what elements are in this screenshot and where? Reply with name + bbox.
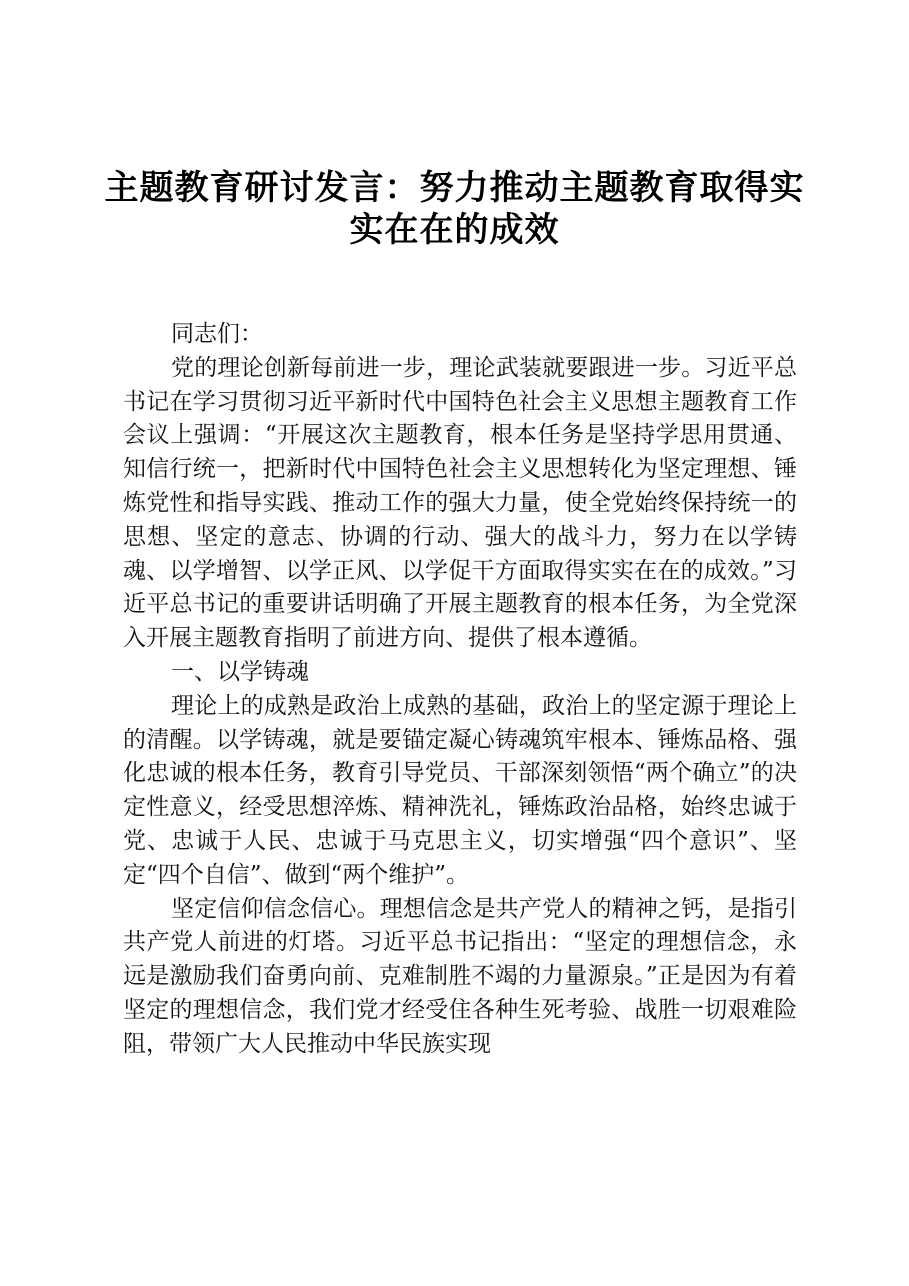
salutation: 同志们：: [171, 321, 263, 347]
body-paragraph: 坚定信仰信念信心。理想信念是共产党人的精神之钙，是指引共产党人前进的灯塔。习近平总书记指出：“坚定的理想信念，永远是激励我们奋勇向前、克难制胜不竭的力量源泉。”正是因为有着坚定的理想信念，我们党才经受住各种生死考验、战胜一切艰难险阻，带领广大人民推动中华民族实现: [123, 895, 797, 1057]
document-title-line-1: 主题教育研讨发言：努力推动主题教育取得实: [104, 168, 805, 208]
body-paragraph: 理论上的成熟是政治上成熟的基础，政治上的坚定源于理论上的清醒。以学铸魂，就是要锚定凝心铸魂筑牢根本、锤炼品格、强化忠诚的根本任务，教育引导党员、干部深刻领悟“两个确立”的决定性意义，经受思想淬炼、精神洗礼，锤炼政治品格，始终忠诚于党、忠诚于人民、忠诚于马克思主义，切实增强“四个意识”、坚定“四个自信”、做到“两个维护”。: [123, 692, 797, 888]
document-body: [123, 318, 797, 1062]
document-title-line-2: 实在在的成效: [349, 210, 560, 250]
section-heading: 一、以学铸魂: [171, 658, 309, 685]
body-paragraph: 党的理论创新每前进一步，理论武装就要跟进一步。习近平总书记在学习贯彻习近平新时代中国特色社会主义思想主题教育工作会议上强调：“开展这次主题教育，根本任务是坚持学思用贯通、知信行统一，把新时代中国特色社会主义思想转化为坚定理想、锤炼党性和指导实践、推动工作的强大力量，使全党始终保持统一的思想、坚定的意志、协调的行动、强大的战斗力，努力在以学铸魂、以学增智、以学正风、以学促干方面取得实实在在的成效。”习近平总书记的重要讲话明确了开展主题教育的根本任务，为全党深入开展主题教育指明了前进方向、提供了根本遵循。: [123, 354, 797, 652]
